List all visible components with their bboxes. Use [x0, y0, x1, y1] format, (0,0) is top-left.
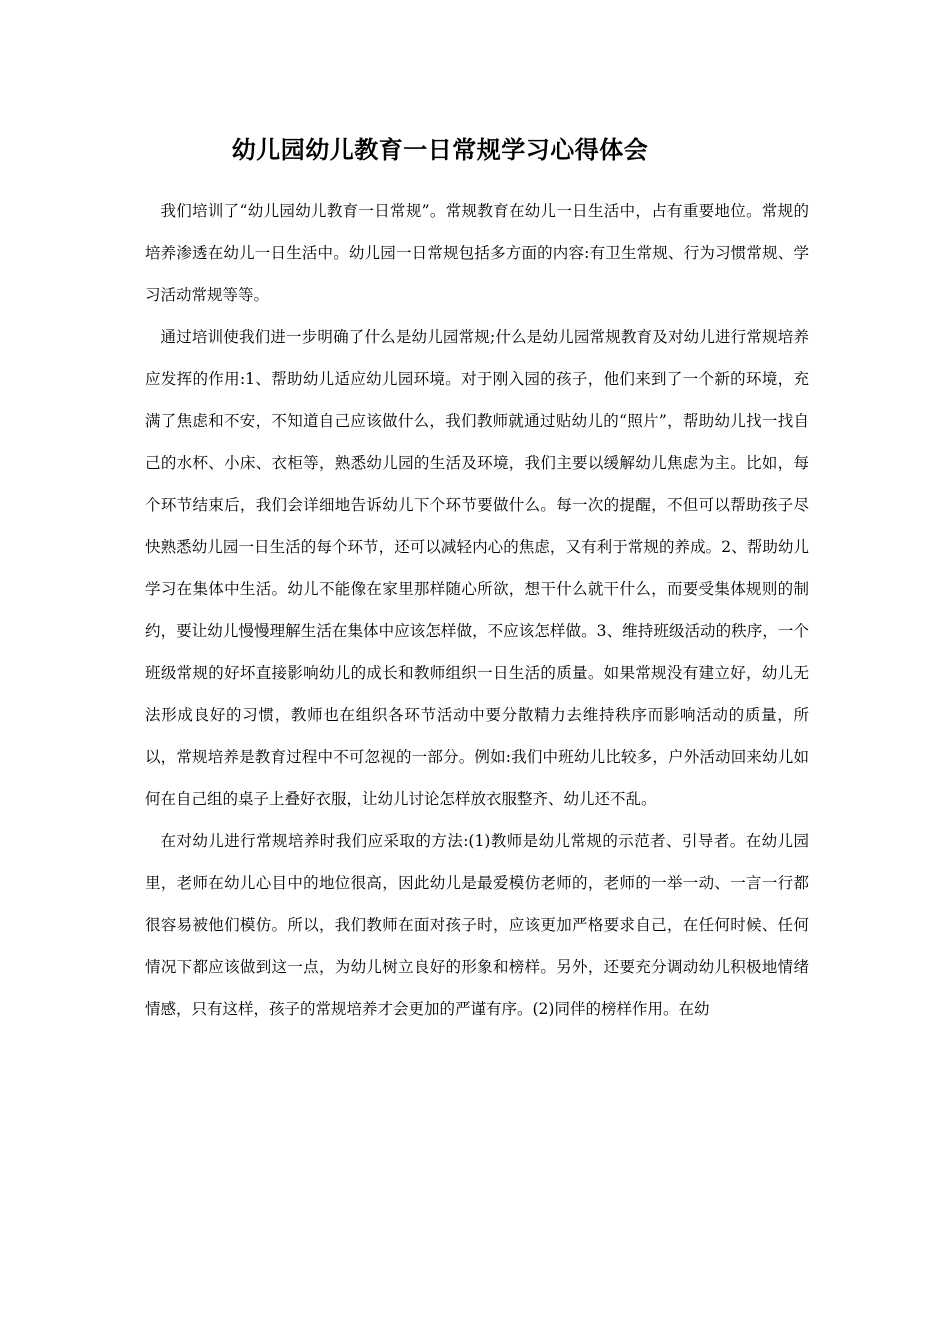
document-body [145, 190, 809, 1030]
document-title: 幼儿园幼儿教育一日常规学习心得体会 [231, 135, 649, 164]
paragraph-intro: 我们培训了“幼儿园幼儿教育一日常规”。常规教育在幼儿一日生活中，占有重要地位。常规的培养渗透在幼儿一日生活中。幼儿园一日常规包括多方面的内容:有卫生常规、行为习惯常规、学习活动常规等等。 [145, 202, 809, 304]
paragraph-methods: 在对幼儿进行常规培养时我们应采取的方法:(1)教师是幼儿常规的示范者、引导者。在幼儿园里，老师在幼儿心目中的地位很高，因此幼儿是最爱模仿老师的，老师的一举一动、一言一行都很容易被他们模仿。所以，我们教师在面对孩子时，应该更加严格要求自己，在任何时候、任何情况下都应该做到这一点，为幼儿树立良好的形象和榜样。另外，还要充分调动幼儿积极地情绪情感，只有这样，孩子的常规培养才会更加的严谨有序。(2)同伴的榜样作用。在幼 [145, 832, 809, 1018]
paragraph-training-purpose: 通过培训使我们进一步明确了什么是幼儿园常规;什么是幼儿园常规教育及对幼儿进行常规培养应发挥的作用:1、帮助幼儿适应幼儿园环境。对于刚入园的孩子，他们来到了一个新的环境，充满了焦虑和不安，不知道自己应该做什么，我们教师就通过贴幼儿的“照片”，帮助幼儿找一找自己的水杯、小床、衣柜等，熟悉幼儿园的生活及环境，我们主要以缓解幼儿焦虑为主。比如，每个环节结束后，我们会详细地告诉幼儿下个环节要做什么。每一次的提醒，不但可以帮助孩子尽快熟悉幼儿园一日生活的每个环节，还可以减轻内心的焦虑，又有利于常规的养成。2、帮助幼儿学习在集体中生活。幼儿不能像在家里那样随心所欲，想干什么就干什么，而要受集体规则的制约，要让幼儿慢慢理解生活在集体中应该怎样做，不应该怎样做。3、维持班级活动的秩序，一个班级常规的好坏直接影响幼儿的成长和教师组织一日生活的质量。如果常规没有建立好，幼儿无法形成良好的习惯，教师也在组织各环节活动中要分散精力去维持秩序而影响活动的质量，所以，常规培养是教育过程中不可忽视的一部分。例如:我们中班幼儿比较多，户外活动回来幼儿如何在自己组的桌子上叠好衣服，让幼儿讨论怎样放衣服整齐、幼儿还不乱。 [145, 328, 809, 808]
